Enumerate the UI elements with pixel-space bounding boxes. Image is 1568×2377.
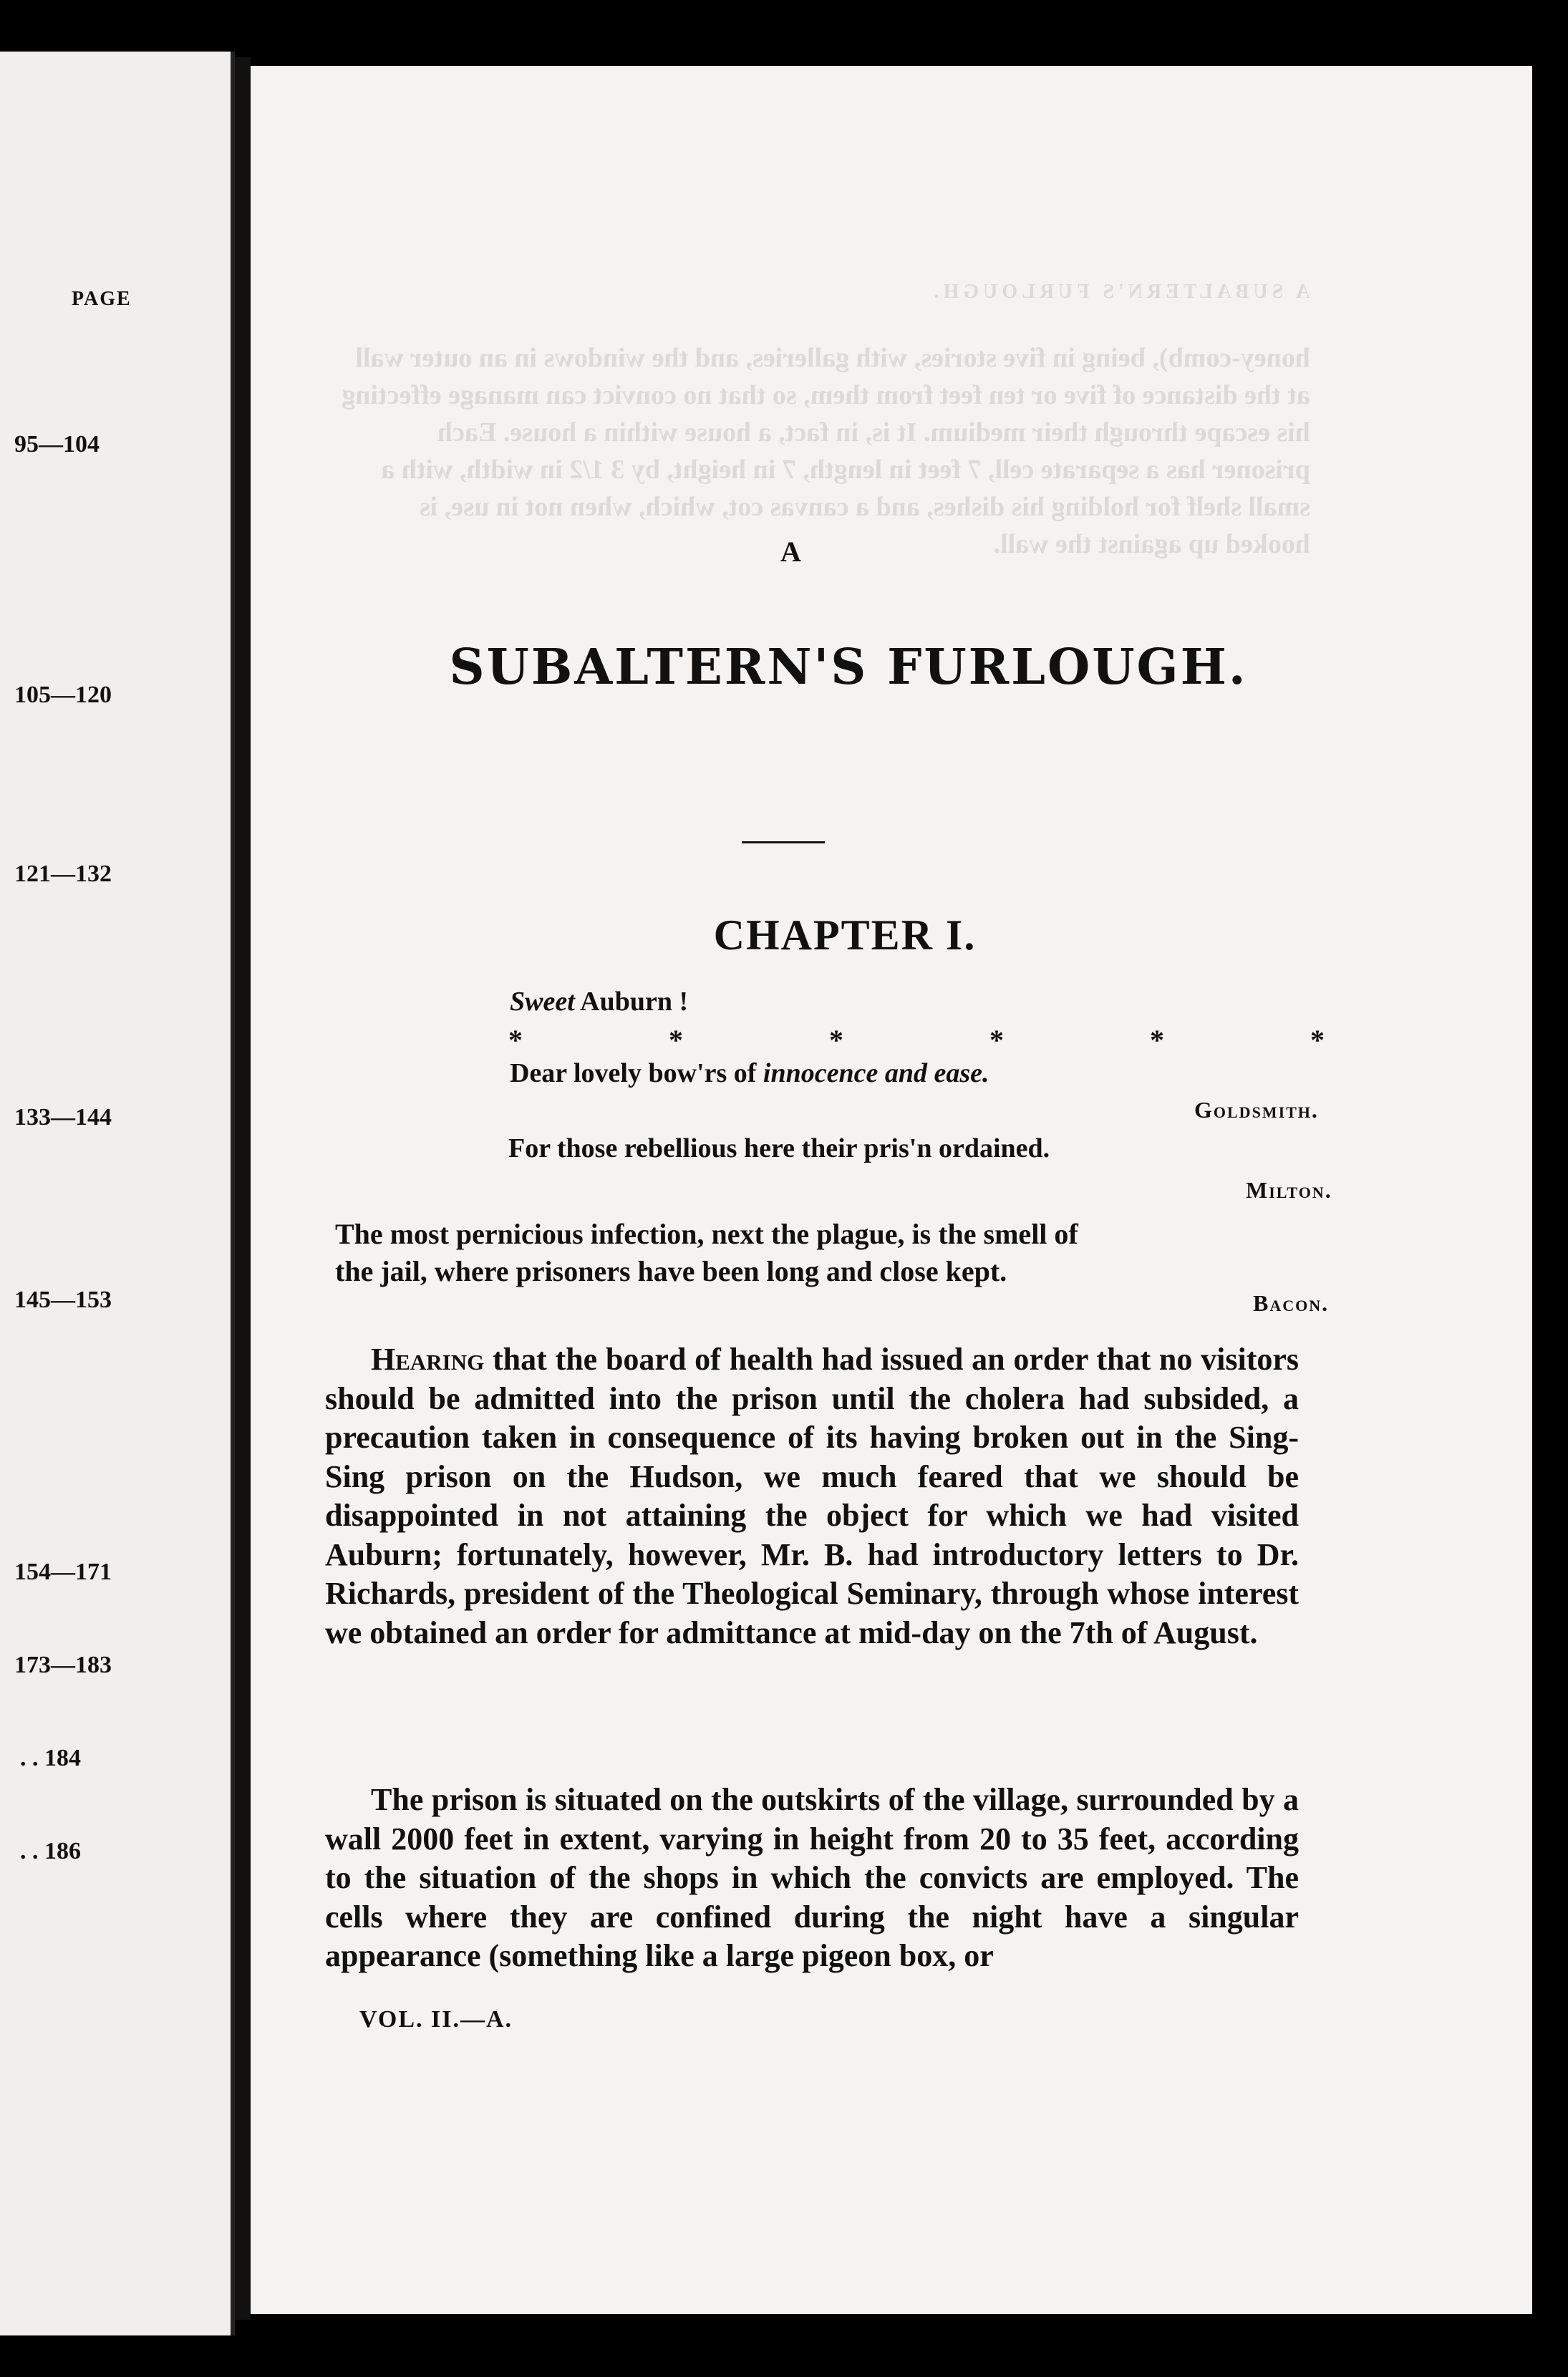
- page-column-header: PAGE: [72, 288, 132, 310]
- bleed-paragraph: honey-comb), being in five stories, with galleries, and the windows in an outer wall at the distance of five or ten feet from them, so that no convict can manage effecting his escape through their medium. It is, in fact, a house within a house. Each prisoner has a separate cell, 7 feet in length, 7 in height, by 3 1/2 in width, with a small shelf for holding his dishes, and a canvas cot, which, when not in use, is hooked up against the wall.: [342, 343, 1310, 559]
- epigraph-stars: [508, 1023, 1325, 1057]
- star: *: [669, 1024, 683, 1056]
- title-article: A: [780, 536, 801, 568]
- running-head-faint: A SUBALTERN'S FURLOUGH.: [929, 281, 1310, 303]
- epigraph-attribution: Bacon.: [1253, 1290, 1330, 1316]
- book-title: SUBALTERN'S FURLOUGH.: [449, 639, 1248, 696]
- epigraph-line: [510, 1057, 989, 1089]
- epigraph-italic: Sweet: [510, 987, 575, 1017]
- right-page: [251, 66, 1532, 2314]
- star: *: [1310, 1024, 1325, 1056]
- epigraph-italic: innocence and ease.: [763, 1058, 989, 1088]
- page-range: 95—104: [14, 431, 100, 458]
- page-range: . . 186: [20, 1838, 81, 1864]
- star: *: [508, 1024, 523, 1056]
- star: *: [1150, 1024, 1164, 1056]
- page-range: 105—120: [14, 682, 112, 708]
- page-range: 133—144: [14, 1104, 112, 1131]
- epigraph-text: Dear lovely bow'rs of: [510, 1058, 763, 1088]
- page-range: 145—153: [14, 1287, 112, 1313]
- page-range: 121—132: [14, 861, 112, 887]
- star: *: [989, 1024, 1004, 1056]
- page-range: 173—183: [14, 1652, 112, 1678]
- signature-mark: VOL. II.—A.: [359, 2006, 513, 2033]
- paragraph-text: that the board of health had issued an order that no visitors should be admitted into the prison until the cholera had subsided, a precaution taken in consequence of its having broken out in the Sing-Sing prison on the Hudson, we much feared that we should be disappointed in not attaining the object for which we had visited Auburn; fortunately, however, Mr. B. had introductory letters to Dr. Richards, president of the Theological Seminary, through whose interest we obtained an order for admittance at mid-day on the 7th of August.: [325, 1342, 1299, 1650]
- page-range: . . 184: [20, 1745, 81, 1771]
- paragraph-lead: Hearing: [371, 1342, 485, 1377]
- star: *: [829, 1024, 843, 1056]
- epigraph-line: [510, 986, 688, 1017]
- page-range: 154—171: [14, 1559, 112, 1585]
- epigraph-line: The most pernicious infection, next the plague, is the smell of: [335, 1218, 1078, 1250]
- paragraph: [325, 1340, 1299, 1652]
- epigraph-text: Auburn !: [574, 987, 689, 1017]
- chapter-heading: CHAPTER I.: [713, 911, 977, 959]
- title-rule: [742, 841, 825, 843]
- left-page-index: [0, 52, 235, 2335]
- epigraph-attribution: Goldsmith.: [1194, 1097, 1319, 1123]
- epigraph-line: For those rebellious here their pris'n ordained.: [508, 1133, 1050, 1163]
- book-gutter: [235, 57, 251, 2320]
- epigraph-line: the jail, where prisoners have been long and close kept.: [335, 1255, 1007, 1287]
- epigraph-attribution: Milton.: [1246, 1177, 1332, 1203]
- paragraph: The prison is situated on the outskirts of the village, surrounded by a wall 2000 feet in extent, varying in height from 20 to 35 feet, according to the situation of the shops in which the convicts are employed. The cells where they are confined during the night have a singular appearance (something like a large pigeon box, or: [325, 1782, 1299, 1973]
